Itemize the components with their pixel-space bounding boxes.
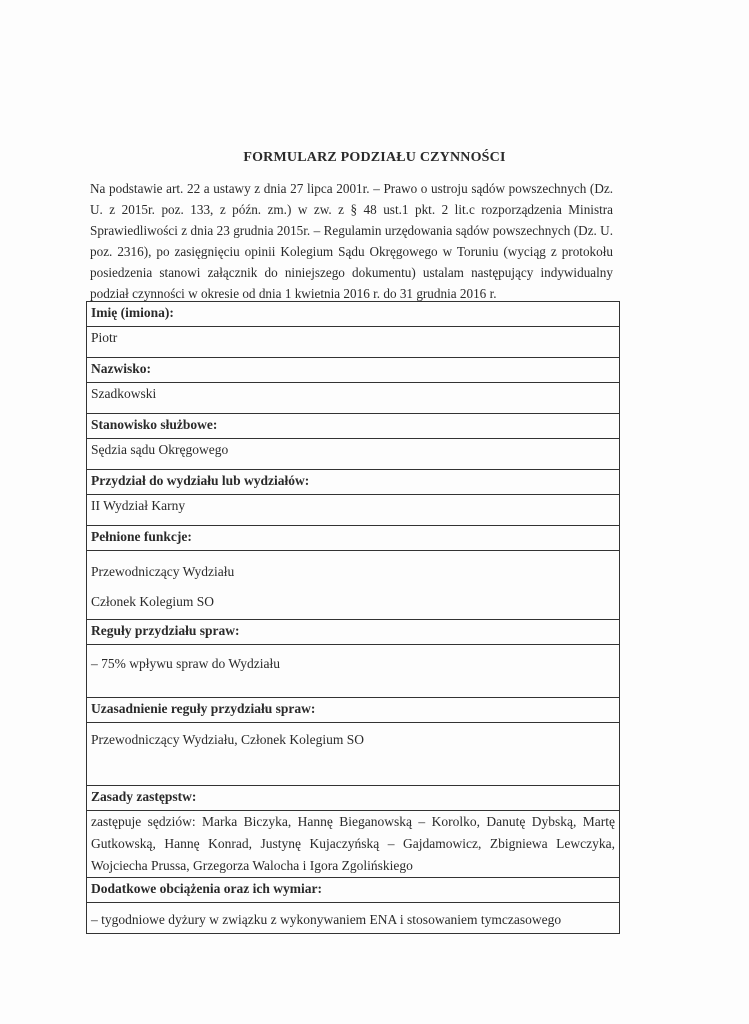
form-table [86, 301, 620, 934]
funkcja-item: Przewodniczący Wydziału [91, 564, 235, 579]
label-imie: Imię (imiona): [87, 302, 620, 327]
intro-paragraph [90, 178, 613, 304]
value-reguly: – 75% wpływu spraw do Wydziału [87, 645, 620, 698]
document-title: FORMULARZ PODZIAŁU CZYNNOŚCI [243, 150, 506, 165]
funkcja-item: Członek Kolegium SO [91, 594, 214, 609]
label-funkcje: Pełnione funkcje: [87, 526, 620, 551]
label-dodatkowe: Dodatkowe obciążenia oraz ich wymiar: [87, 878, 620, 903]
label-reguly: Reguły przydziału spraw: [87, 620, 620, 645]
value-uzasadnienie: Przewodniczący Wydziału, Członek Kolegium SO [87, 723, 620, 786]
label-nazwisko: Nazwisko: [87, 358, 620, 383]
value-dodatkowe: – tygodniowe dyżury w związku z wykonywaniem ENA i stosowaniem tymczasowego [87, 903, 620, 934]
intro-text: Na podstawie art. 22 a ustawy z dnia 27 lipca 2001r. – Prawo o ustroju sądów powszechnych (Dz. U. z 2015r. poz. 133, z późn. zm.) w zw. z § 48 ust.1 pkt. 2 lit.c rozporządzenia Ministra Sprawiedliwości z dnia 23 grudnia 2015r. – Regulamin urzędowania sądów powszechnych (Dz. U. poz. 2316), po zasięgnięciu opinii Kolegium Sądu Okręgowego w Toruniu (wyciąg z protokołu posiedzenia stanowi załącznik do niniejszego dokumentu) ustalam następujący indywidualny podział czynności w okresie od dnia 1 kwietnia 2016 r. do 31 grudnia 2016 r. [90, 181, 613, 301]
label-uzasadnienie: Uzasadnienie reguły przydziału spraw: [87, 698, 620, 723]
value-imie: Piotr [87, 327, 620, 358]
label-zasady: Zasady zastępstw: [87, 786, 620, 811]
value-stanowisko: Sędzia sądu Okręgowego [87, 439, 620, 470]
value-zasady: zastępuje sędziów: Marka Biczyka, Hannę Bieganowską – Korolko, Danutę Dybską, Martę Gutkowską, Hannę Konrad, Justynę Kujaczyńską – Gajdamowicz, Zbigniewa Lewczyka, Wojciecha Prussa, Grzegorza Walocha i Igora Zgolińskiego [87, 811, 620, 878]
label-przydzial: Przydział do wydziału lub wydziałów: [87, 470, 620, 495]
value-funkcje [87, 551, 620, 620]
value-nazwisko: Szadkowski [87, 383, 620, 414]
label-stanowisko: Stanowisko służbowe: [87, 414, 620, 439]
value-przydzial: II Wydział Karny [87, 495, 620, 526]
